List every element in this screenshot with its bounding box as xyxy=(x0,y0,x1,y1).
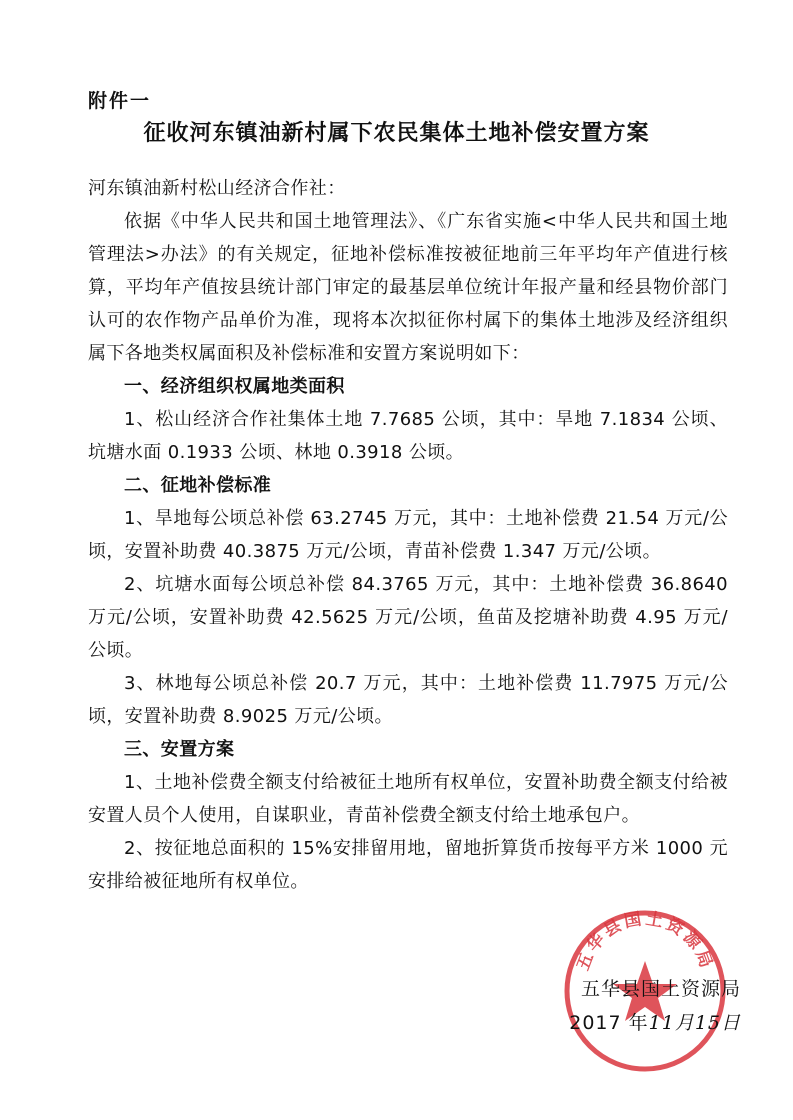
addressee: 河东镇油新村松山经济合作社： xyxy=(88,178,346,199)
document-title: 征收河东镇油新村属下农民集体土地补偿安置方案 xyxy=(143,121,650,146)
attachment-label: 附件一 xyxy=(88,90,152,112)
signature-org: 五华县国土资源局 xyxy=(580,978,741,1000)
section-3-heading: 三、安置方案 xyxy=(124,739,235,760)
section-3-item-1: 1、土地补偿费全额支付给被征土地所有权单位，安置补助费全额支付给被安置人员个人使用，自谋职业，青苗补偿费全额支付给土地承包户。 xyxy=(88,772,728,826)
section-2-item-1: 1、旱地每公顷总补偿 63.2745 万元，其中：土地补偿费 21.54 万元/公顷，安置补助费 40.3875 万元/公顷，青苗补偿费 1.347 万元/公顷。 xyxy=(88,508,728,562)
svg-text:五华县国土资源局: 五华县国土资源局 xyxy=(573,908,717,974)
section-2-item-3: 3、林地每公顷总补偿 20.7 万元，其中：土地补偿费 11.7975 万元/公顷，安置补助费 8.9025 万元/公顷。 xyxy=(88,673,728,727)
section-2-item-2: 2、坑塘水面每公顷总补偿 84.3765 万元，其中：土地补偿费 36.8640 万元/公顷，安置补助费 42.5625 万元/公顷，鱼苗及挖塘补助费 4.95 万元/公顷。 xyxy=(88,574,728,661)
section-3-item-2: 2、按征地总面积的 15%安排留用地，留地折算货币按每平方米 1000 元安排给被征地所有权单位。 xyxy=(88,838,728,892)
section-1-heading: 一、经济组织权属地类面积 xyxy=(124,376,345,397)
date-year: 2017 年 xyxy=(569,1012,649,1034)
date-handwritten: 11月15日 xyxy=(648,1012,741,1034)
intro-paragraph: 依据《中华人民共和国土地管理法》、《广东省实施<中华人民共和国土地管理法>办法》的有关规定，征地补偿标准按被征地前三年平均年产值进行核算，平均年产值按县统计部门审定的最基层单位统计年报产量和经县物价部门认可的农作物产品单价为准，现将本次拟征你村属下的集体土地涉及经济组织属下各地类权属面积及补偿标准和安置方案说明如下： xyxy=(88,211,728,364)
signature-date xyxy=(511,1006,741,1040)
section-2-heading: 二、征地补偿标准 xyxy=(124,475,272,496)
signature-block xyxy=(511,972,741,1040)
document-body xyxy=(88,172,728,898)
section-1-item-1: 1、松山经济合作社集体土地 7.7685 公顷，其中：旱地 7.1834 公顷、坑塘水面 0.1933 公顷、林地 0.3918 公顷。 xyxy=(88,409,728,463)
